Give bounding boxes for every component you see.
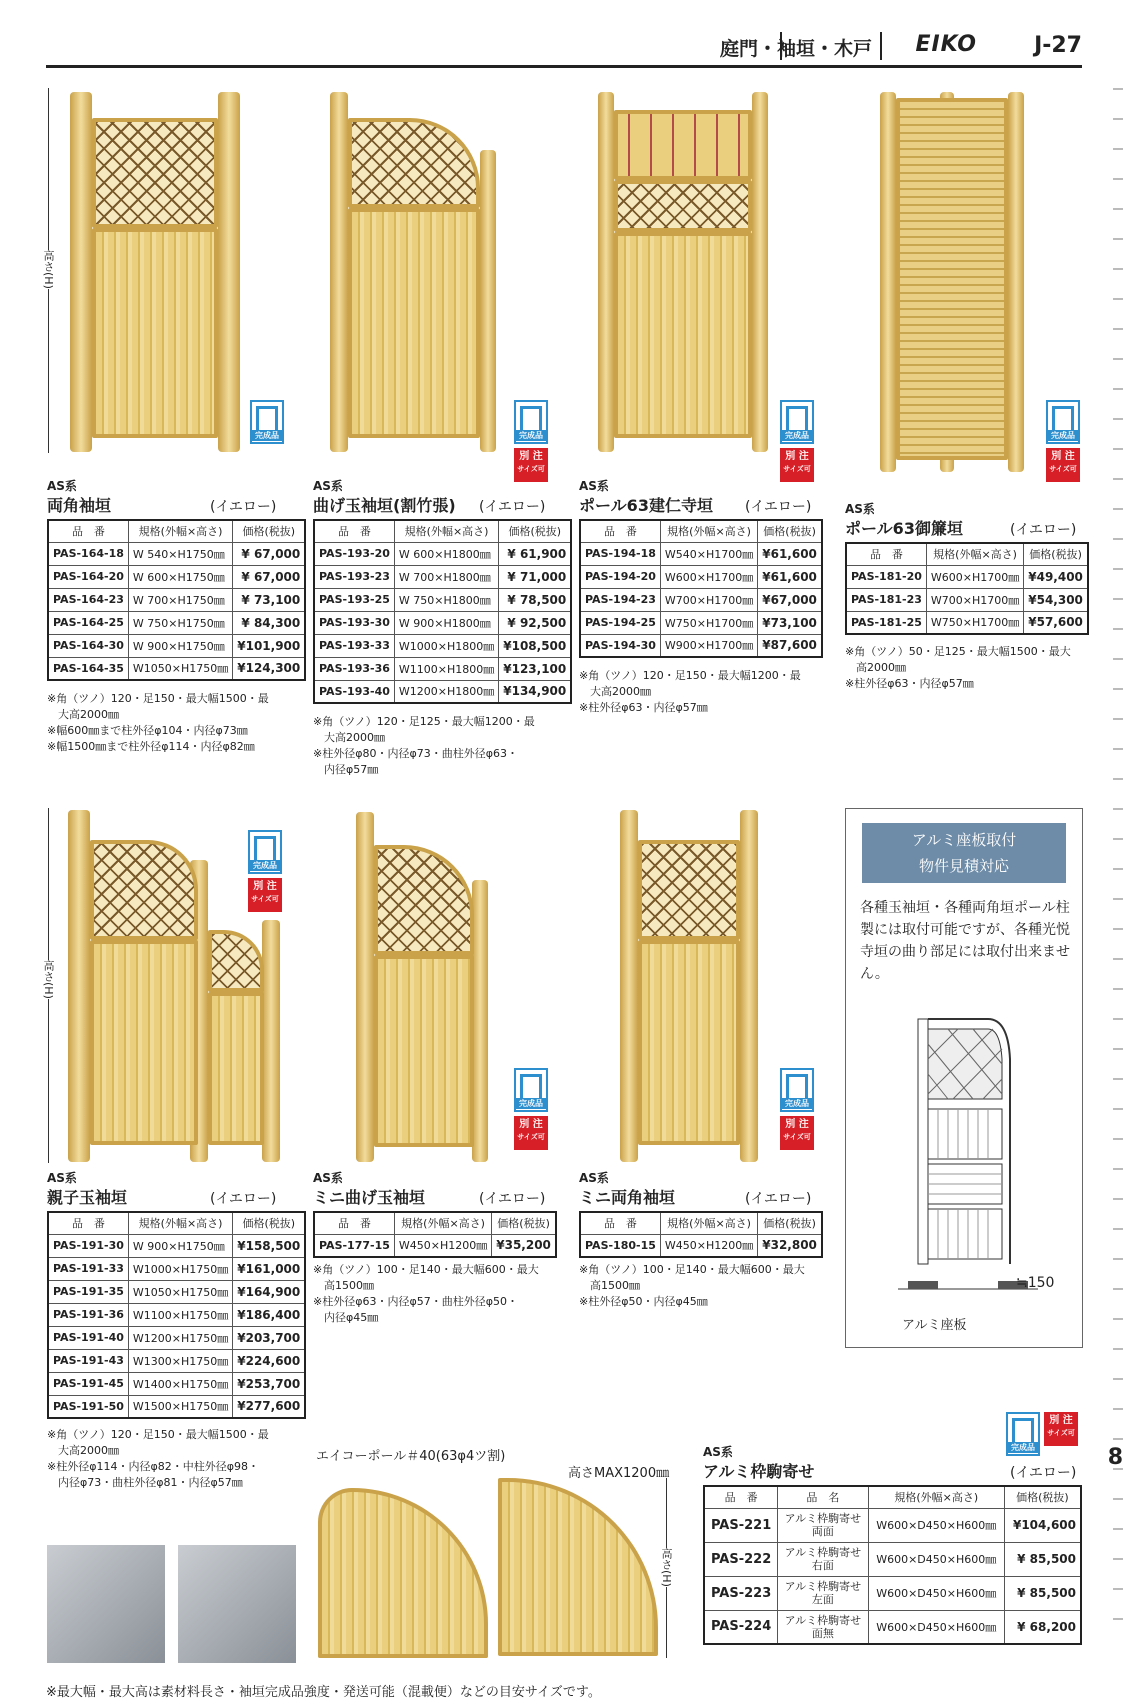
table-row [314, 611, 571, 634]
footer-note: ※最大幅・最大高は素材料長さ・袖垣完成品強度・発送可能（混載便）などの目安サイズです。 [46, 1685, 601, 1700]
table-row [314, 657, 571, 680]
price-cell: ¥158,500 [233, 1234, 306, 1257]
column-header: 価格(税抜) [492, 1212, 556, 1234]
product-code: PAS-222 [704, 1542, 778, 1576]
price-cell: ¥164,900 [233, 1280, 306, 1303]
column-header: 規格(外幅×高さ) [394, 520, 498, 542]
price-cell: ¥253,700 [233, 1372, 306, 1395]
table-row [48, 1303, 305, 1326]
series-label: AS系 [313, 1171, 343, 1185]
table-row [580, 1234, 822, 1257]
product-code: PAS-221 [704, 1508, 778, 1542]
size-cell: W1050×H1750㎜ [128, 657, 232, 680]
product-name-cell: アルミ枠駒寄せ 面無 [778, 1610, 868, 1644]
product-color: (イエロー) [1010, 522, 1077, 538]
price-cell: ¥101,900 [233, 634, 306, 657]
side-page-number: 8 [1107, 1445, 1123, 1470]
spec-table [845, 542, 1089, 635]
price-cell: ¥224,600 [233, 1349, 306, 1372]
price-cell: ¥ 71,000 [499, 565, 572, 588]
price-cell: ¥ 92,500 [499, 611, 572, 634]
size-cell: W700×H1700㎜ [660, 588, 757, 611]
aluminum-plate-info-box [845, 808, 1083, 1348]
product-name-cell: アルミ枠駒寄せ 右面 [778, 1542, 868, 1576]
series-label: AS系 [313, 479, 343, 493]
note-line: ※角（ツノ）50・足125・最大幅1500・最大 高2000㎜ [845, 645, 1071, 674]
column-header: 品 番 [48, 520, 128, 542]
product-code: PAS-191-30 [48, 1234, 128, 1257]
product-code: PAS-164-20 [48, 565, 128, 588]
table-row [48, 1257, 305, 1280]
table-header-row [48, 520, 305, 542]
product-code: PAS-193-33 [314, 634, 394, 657]
product-code: PAS-191-40 [48, 1326, 128, 1349]
page-code: J-27 [1034, 33, 1082, 58]
price-cell: ¥61,600 [758, 542, 822, 565]
table-row [314, 680, 571, 703]
note-line: ※柱外径φ63・内径φ57・曲柱外径φ50・ 内径φ45㎜ [313, 1295, 518, 1324]
special-order-badge: 別 注 サイズ可 [514, 448, 548, 482]
size-cell: W600×D450×H600㎜ [868, 1508, 1004, 1542]
column-header: 規格(外幅×高さ) [128, 1212, 232, 1234]
price-cell: ¥ 84,300 [233, 611, 306, 634]
size-cell: W 900×H1800㎜ [394, 611, 498, 634]
size-cell: W 540×H1750㎜ [128, 542, 232, 565]
aluminum-plate-label: アルミ座板 [902, 1318, 967, 1333]
info-box-text: 各種玉袖垣・各種両角垣ポール柱製には取付可能ですが、各種光悦寺垣の曲り部足には取付出来ません。 [860, 900, 1070, 982]
product-name-cell: アルミ枠駒寄せ 左面 [778, 1576, 868, 1610]
size-cell: W750×H1700㎜ [926, 611, 1023, 634]
complete-product-icon: 完成品 [780, 1068, 814, 1112]
product-color: (イエロー) [745, 1191, 812, 1207]
price-cell: ¥108,500 [499, 634, 572, 657]
note-line: ※角（ツノ）120・足150・最大幅1500・最 大高2000㎜ [47, 692, 269, 721]
info-box-title: アルミ座板取付 物件見積対応 [862, 823, 1066, 883]
table-row [846, 565, 1088, 588]
table-header-row [48, 1212, 305, 1234]
series-label: AS系 [845, 502, 875, 516]
size-cell: W600×H1700㎜ [926, 565, 1023, 588]
header-category: 庭門・袖垣・木戸 [719, 38, 872, 60]
note-line: ※柱外径φ50・内径φ45㎜ [579, 1295, 708, 1308]
series-label: AS系 [47, 479, 77, 493]
column-header: 規格(外幅×高さ) [926, 543, 1023, 565]
product-name: ミニ曲げ玉袖垣 [313, 1188, 426, 1207]
column-header: 価格(税抜) [233, 1212, 306, 1234]
table-row [48, 1372, 305, 1395]
spec-table [313, 1211, 557, 1258]
note-line: ※角（ツノ）100・足140・最大幅600・最大 高1500㎜ [313, 1263, 539, 1292]
column-header: 規格(外幅×高さ) [128, 520, 232, 542]
product-code: PAS-194-23 [580, 588, 660, 611]
size-cell: W600×H1700㎜ [660, 565, 757, 588]
table-header-row [704, 1486, 1081, 1508]
product-color: (イエロー) [210, 1191, 277, 1207]
height-dimension-label: 高さ(H) [42, 250, 55, 289]
max-height-label: 高さMAX1200㎜ [568, 1466, 670, 1481]
complete-product-icon: 完成品 [1006, 1412, 1040, 1456]
product-code: PAS-164-25 [48, 611, 128, 634]
product-name: 曲げ玉袖垣(割竹張) [313, 496, 456, 515]
product-code: PAS-194-30 [580, 634, 660, 657]
table-row [48, 588, 305, 611]
note-line: ※幅600㎜まで柱外径φ104・内径φ73㎜ [47, 724, 248, 737]
product-code: PAS-194-25 [580, 611, 660, 634]
table-row [704, 1508, 1081, 1542]
table-row [704, 1576, 1081, 1610]
series-label: AS系 [47, 1171, 77, 1185]
product-badges [248, 830, 282, 912]
product-notes [845, 644, 1090, 692]
column-header: 品 番 [48, 1212, 128, 1234]
table-row [48, 1234, 305, 1257]
column-header: 価格(税抜) [758, 520, 822, 542]
table-row [704, 1542, 1081, 1576]
column-header: 価格(税抜) [1004, 1486, 1081, 1508]
column-header: 価格(税抜) [233, 520, 306, 542]
size-cell: W1200×H1750㎜ [128, 1326, 232, 1349]
special-order-badge: 別 注 サイズ可 [1046, 448, 1080, 482]
table-row [580, 565, 822, 588]
product-code: PAS-193-25 [314, 588, 394, 611]
dimension-150-label: ≒150 [1016, 1275, 1055, 1291]
price-cell: ¥ 67,000 [233, 565, 306, 588]
product-code: PAS-177-15 [314, 1234, 394, 1257]
note-line: ※角（ツノ）100・足140・最大幅600・最大 高1500㎜ [579, 1263, 805, 1292]
column-header: 規格(外幅×高さ) [394, 1212, 491, 1234]
product-badges [1006, 1412, 1078, 1456]
price-cell: ¥124,300 [233, 657, 306, 680]
product-code: PAS-164-18 [48, 542, 128, 565]
product-name: ポール63御簾垣 [845, 519, 963, 538]
product-code: PAS-191-36 [48, 1303, 128, 1326]
table-row [314, 1234, 556, 1257]
pole-label: エイコーポール＃40(63φ4ツ割) [316, 1449, 506, 1464]
price-cell: ¥61,600 [758, 565, 822, 588]
note-line: ※角（ツノ）120・足150・最大幅1500・最 大高2000㎜ [47, 1428, 269, 1457]
size-cell: W 600×H1800㎜ [394, 542, 498, 565]
size-cell: W1400×H1750㎜ [128, 1372, 232, 1395]
product-badges [514, 1068, 548, 1150]
product-name: ミニ両角袖垣 [579, 1188, 676, 1207]
column-header: 規格(外幅×高さ) [868, 1486, 1004, 1508]
table-header-row [314, 520, 571, 542]
product-badges [514, 400, 548, 482]
price-cell: ¥87,600 [758, 634, 822, 657]
size-cell: W540×H1700㎜ [660, 542, 757, 565]
table-row [48, 634, 305, 657]
table-row [48, 1326, 305, 1349]
product-code: PAS-194-20 [580, 565, 660, 588]
price-cell: ¥ 73,100 [233, 588, 306, 611]
column-header: 規格(外幅×高さ) [660, 1212, 757, 1234]
product-code: PAS-191-45 [48, 1372, 128, 1395]
note-line: ※角（ツノ）120・足125・最大幅1200・最 大高2000㎜ [313, 715, 535, 744]
price-cell: ¥123,100 [499, 657, 572, 680]
note-line: ※柱外径φ80・内径φ73・曲柱外径φ63・ 内径φ57㎜ [313, 747, 518, 776]
product-code: PAS-193-20 [314, 542, 394, 565]
price-cell: ¥186,400 [233, 1303, 306, 1326]
size-cell: W 750×H1750㎜ [128, 611, 232, 634]
column-header: 価格(税抜) [499, 520, 572, 542]
size-cell: W600×D450×H600㎜ [868, 1610, 1004, 1644]
table-header-row [580, 520, 822, 542]
steps-photo-1 [47, 1545, 165, 1663]
size-cell: W450×H1200㎜ [394, 1234, 491, 1257]
table-row [48, 657, 305, 680]
product-badges [1046, 400, 1080, 482]
product-code: PAS-180-15 [580, 1234, 660, 1257]
size-cell: W600×D450×H600㎜ [868, 1542, 1004, 1576]
product-badges [780, 1068, 814, 1150]
product-code: PAS-223 [704, 1576, 778, 1610]
series-label: AS系 [579, 1171, 609, 1185]
table-row [48, 1280, 305, 1303]
product-color: (イエロー) [745, 499, 812, 515]
price-cell: ¥57,600 [1024, 611, 1088, 634]
special-order-badge: 別 注 サイズ可 [1044, 1412, 1078, 1446]
table-row [846, 588, 1088, 611]
special-order-badge: 別 注 サイズ可 [514, 1116, 548, 1150]
note-line: ※幅1500㎜まで柱外径φ114・内径φ82㎜ [47, 740, 255, 753]
product-code: PAS-164-35 [48, 657, 128, 680]
product-code: PAS-193-23 [314, 565, 394, 588]
size-cell: W1050×H1750㎜ [128, 1280, 232, 1303]
product-notes [313, 714, 558, 778]
spec-table [47, 1211, 306, 1419]
table-row [48, 565, 305, 588]
table-row [48, 1349, 305, 1372]
price-cell: ¥104,600 [1004, 1508, 1081, 1542]
table-row [846, 611, 1088, 634]
size-cell: W1300×H1750㎜ [128, 1349, 232, 1372]
column-header: 品 番 [314, 1212, 394, 1234]
product-notes [47, 1427, 292, 1491]
size-cell: W 900×H1750㎜ [128, 1234, 232, 1257]
height-dimension-label: 高さ(H) [42, 960, 55, 999]
special-order-badge: 別 注 サイズ可 [780, 1116, 814, 1150]
complete-product-icon: 完成品 [250, 400, 284, 444]
table-row [580, 634, 822, 657]
price-cell: ¥ 67,000 [233, 542, 306, 565]
table-row [580, 588, 822, 611]
header-divider [880, 32, 882, 60]
table-row [314, 565, 571, 588]
product-code: PAS-164-23 [48, 588, 128, 611]
product-name: アルミ枠駒寄せ [703, 1462, 815, 1481]
brand-logo: EIKO [915, 32, 977, 57]
price-cell: ¥54,300 [1024, 588, 1088, 611]
size-cell: W750×H1700㎜ [660, 611, 757, 634]
complete-product-icon: 完成品 [514, 1068, 548, 1112]
price-cell: ¥277,600 [233, 1395, 306, 1418]
note-line: ※角（ツノ）120・足150・最大幅1200・最 大高2000㎜ [579, 669, 801, 698]
product-code: PAS-193-36 [314, 657, 394, 680]
price-cell: ¥73,100 [758, 611, 822, 634]
complete-product-icon: 完成品 [514, 400, 548, 444]
table-row [580, 542, 822, 565]
column-header: 価格(税抜) [1024, 543, 1088, 565]
table-header-row [314, 1212, 556, 1234]
size-cell: W1000×H1800㎜ [394, 634, 498, 657]
aluminum-plate-diagram [898, 999, 1038, 1299]
size-cell: W1100×H1750㎜ [128, 1303, 232, 1326]
table-header-row [580, 1212, 822, 1234]
price-cell: ¥ 78,500 [499, 588, 572, 611]
size-cell: W450×H1200㎜ [660, 1234, 757, 1257]
table-row [314, 634, 571, 657]
price-cell: ¥32,800 [758, 1234, 822, 1257]
product-code: PAS-164-30 [48, 634, 128, 657]
table-row [48, 542, 305, 565]
product-name: 両角袖垣 [47, 496, 112, 515]
table-row [580, 611, 822, 634]
size-cell: W600×D450×H600㎜ [868, 1576, 1004, 1610]
product-name-cell: アルミ枠駒寄せ 両面 [778, 1508, 868, 1542]
price-cell: ¥161,000 [233, 1257, 306, 1280]
price-cell: ¥ 61,900 [499, 542, 572, 565]
product-color: (イエロー) [479, 1191, 546, 1207]
side-index-ticks [1113, 60, 1123, 1620]
table-row [314, 542, 571, 565]
series-label: AS系 [703, 1445, 733, 1459]
complete-product-icon: 完成品 [248, 830, 282, 874]
price-cell: ¥35,200 [492, 1234, 556, 1257]
price-cell: ¥67,000 [758, 588, 822, 611]
column-header: 品 名 [778, 1486, 868, 1508]
product-code: PAS-181-25 [846, 611, 926, 634]
komayose-spec-table [703, 1485, 1082, 1645]
note-line: ※柱外径φ114・内径φ82・中柱外径φ98・ 内径φ73・曲柱外径φ81・内径φ57㎜ [47, 1460, 259, 1489]
product-code: PAS-181-20 [846, 565, 926, 588]
product-color: (イエロー) [210, 499, 277, 515]
price-cell: ¥134,900 [499, 680, 572, 703]
steps-photo-2 [178, 1545, 296, 1663]
column-header: 品 番 [580, 1212, 660, 1234]
size-cell: W 700×H1800㎜ [394, 565, 498, 588]
price-cell: ¥49,400 [1024, 565, 1088, 588]
product-code: PAS-191-50 [48, 1395, 128, 1418]
note-line: ※柱外径φ63・内径φ57㎜ [845, 677, 974, 690]
table-row [48, 1395, 305, 1418]
product-code: PAS-194-18 [580, 542, 660, 565]
size-cell: W1500×H1750㎜ [128, 1395, 232, 1418]
spec-table [579, 519, 823, 658]
product-color: (イエロー) [1010, 1465, 1077, 1481]
product-name: 親子玉袖垣 [47, 1188, 128, 1207]
size-cell: W900×H1700㎜ [660, 634, 757, 657]
product-code: PAS-224 [704, 1610, 778, 1644]
special-order-badge: 別 注 サイズ可 [248, 878, 282, 912]
price-cell: ¥203,700 [233, 1326, 306, 1349]
product-badges [250, 400, 284, 444]
product-name: ポール63建仁寺垣 [579, 496, 713, 515]
spec-table [579, 1211, 823, 1258]
column-header: 規格(外幅×高さ) [660, 520, 757, 542]
product-notes [313, 1262, 558, 1326]
column-header: 品 番 [314, 520, 394, 542]
spec-table [47, 519, 306, 681]
height-dimension-label: 高さ(H) [660, 1548, 673, 1587]
product-code: PAS-191-43 [48, 1349, 128, 1372]
product-badges [780, 400, 814, 482]
product-color: (イエロー) [479, 499, 546, 515]
table-row [48, 611, 305, 634]
table-row [314, 588, 571, 611]
product-code: PAS-193-40 [314, 680, 394, 703]
product-code: PAS-191-35 [48, 1280, 128, 1303]
table-header-row [846, 543, 1088, 565]
product-code: PAS-193-30 [314, 611, 394, 634]
product-code: PAS-181-23 [846, 588, 926, 611]
price-cell: ¥ 68,200 [1004, 1610, 1081, 1644]
complete-product-icon: 完成品 [1046, 400, 1080, 444]
product-notes [579, 1262, 824, 1310]
column-header: 品 番 [580, 520, 660, 542]
spec-table [313, 519, 572, 704]
page-header [46, 28, 1082, 68]
size-cell: W1000×H1750㎜ [128, 1257, 232, 1280]
note-line: ※柱外径φ63・内径φ57㎜ [579, 701, 708, 714]
size-cell: W 600×H1750㎜ [128, 565, 232, 588]
complete-product-icon: 完成品 [780, 400, 814, 444]
size-cell: W1200×H1800㎜ [394, 680, 498, 703]
size-cell: W1100×H1800㎜ [394, 657, 498, 680]
size-cell: W 900×H1750㎜ [128, 634, 232, 657]
special-order-badge: 別 注 サイズ可 [780, 448, 814, 482]
price-cell: ¥ 85,500 [1004, 1576, 1081, 1610]
product-code: PAS-191-33 [48, 1257, 128, 1280]
series-label: AS系 [579, 479, 609, 493]
column-header: 品 番 [704, 1486, 778, 1508]
size-cell: W 750×H1800㎜ [394, 588, 498, 611]
price-cell: ¥ 85,500 [1004, 1542, 1081, 1576]
product-notes [47, 691, 292, 755]
column-header: 価格(税抜) [758, 1212, 822, 1234]
product-notes [579, 668, 824, 716]
size-cell: W 700×H1750㎜ [128, 588, 232, 611]
size-cell: W700×H1700㎜ [926, 588, 1023, 611]
column-header: 品 番 [846, 543, 926, 565]
table-row [704, 1610, 1081, 1644]
